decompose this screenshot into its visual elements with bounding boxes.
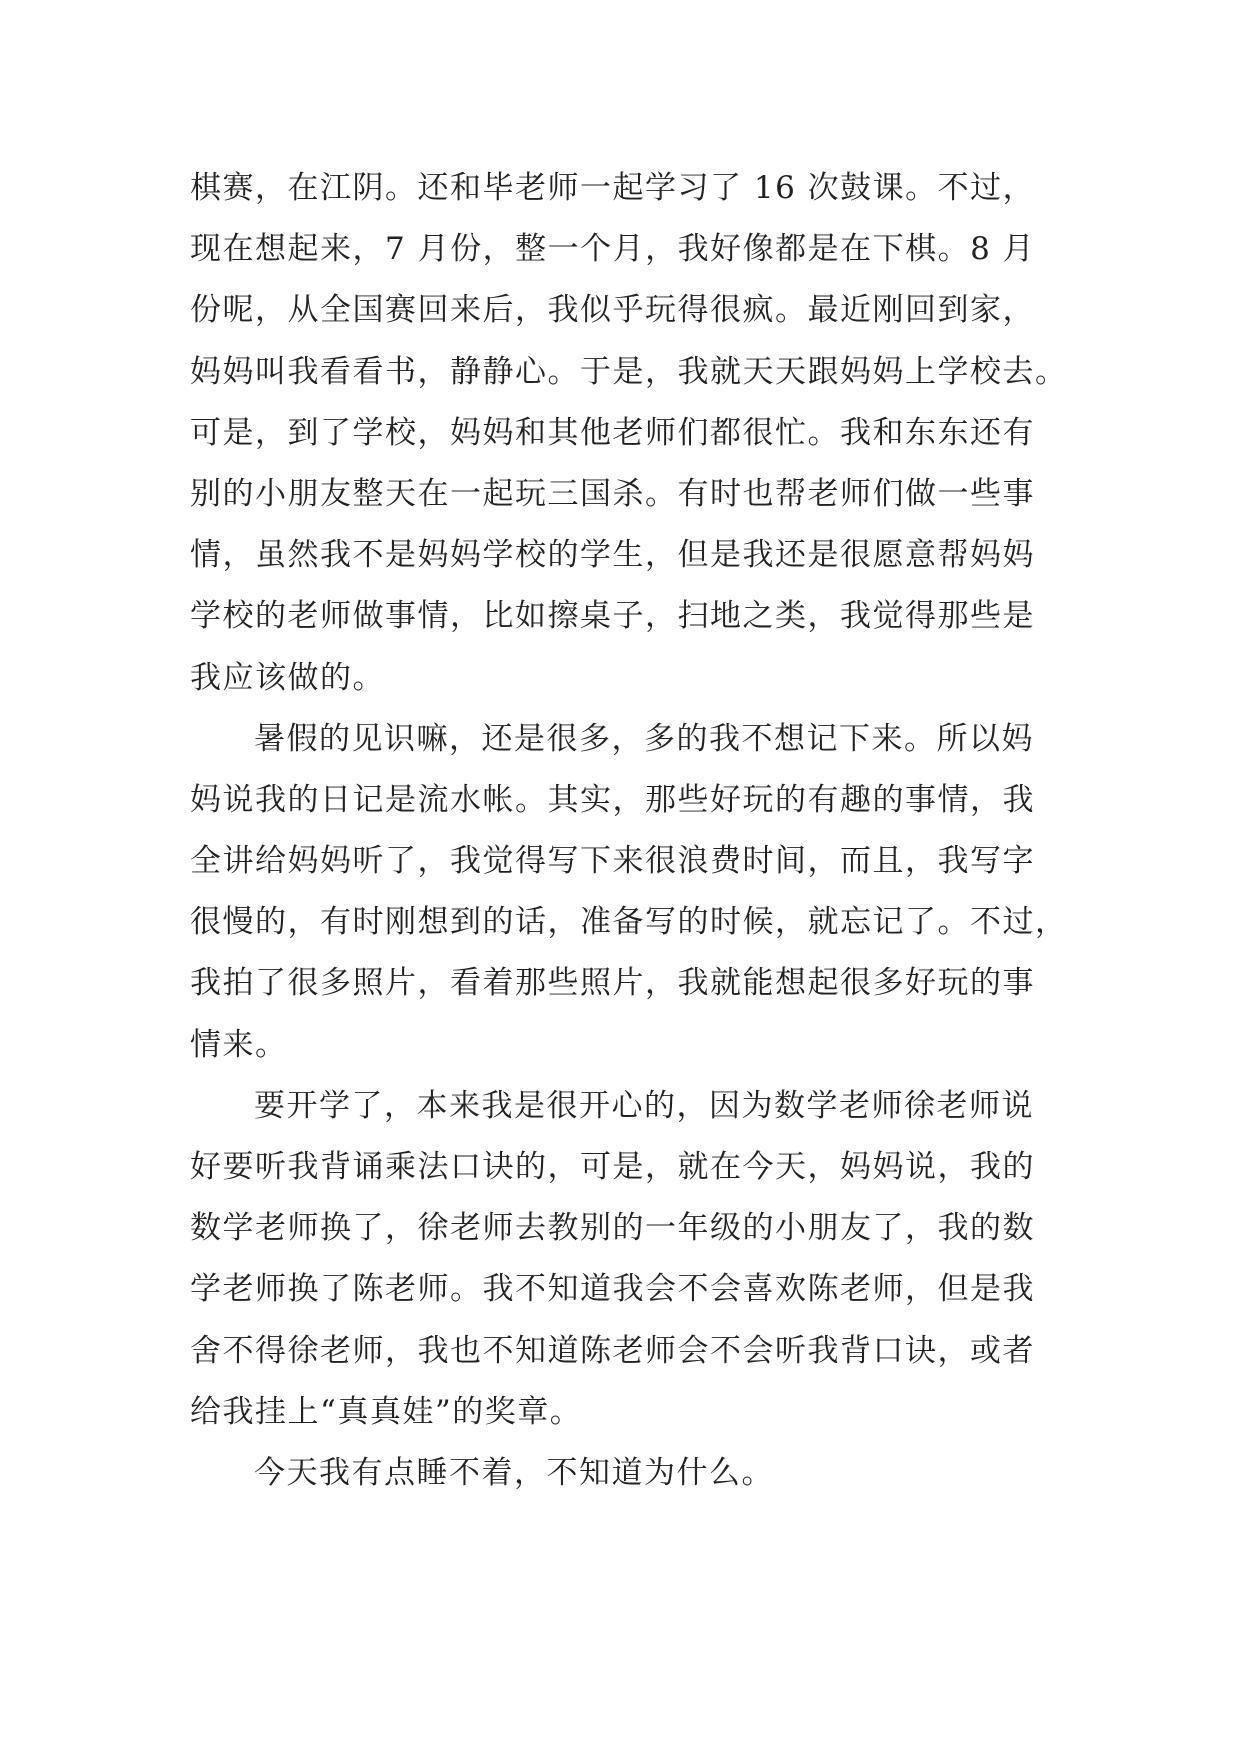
- text-line: 好要听我背诵乘法口诀的，可是，就在今天，妈妈说，我的: [190, 1149, 1035, 1185]
- paragraph-1: [190, 158, 1070, 709]
- paragraph-4: [190, 1443, 1070, 1504]
- document-body: [190, 158, 1070, 1504]
- paragraph-3: [190, 1076, 1070, 1443]
- text-line: 情来。: [190, 1026, 288, 1063]
- text-line: 棋赛，在江阴。还和毕老师一起学习了 16 次鼓课。不过，: [190, 170, 1036, 206]
- text-line-first: 今天我有点睡不着，不知道为什么。: [254, 1454, 774, 1491]
- text-line-first: 暑假的见识嘛，还是很多，多的我不想记下来。所以妈: [254, 720, 1034, 757]
- text-line: 全讲给妈妈听了，我觉得写下来很浪费时间，而且，我写字: [190, 843, 1035, 880]
- text-line: 别的小朋友整天在一起玩三国杀。有时也帮老师们做一些事: [190, 475, 1035, 512]
- text-line-first: 要开学了，本来我是很开心的，因为数学老师徐老师说: [254, 1087, 1034, 1124]
- text-line: 学校的老师做事情，比如擦桌子，扫地之类，我觉得那些是: [190, 598, 1035, 635]
- text-line: 现在想起来，7 月份，整一个月，我好像都是在下棋。8 月: [190, 231, 1036, 268]
- text-line: 情，虽然我不是妈妈学校的学生，但是我还是很愿意帮妈妈: [190, 537, 1035, 574]
- text-line: 我应该做的。: [190, 659, 385, 696]
- text-line: 给我挂上“真真娃”的奖章。: [190, 1393, 583, 1430]
- text-line: 妈说我的日记是流水帐。其实，那些好玩的有趣的事情，我: [190, 781, 1035, 818]
- paragraph-2: [190, 709, 1070, 1076]
- text-line: 我拍了很多照片，看着那些照片，我就能想起很多好玩的事: [190, 965, 1035, 1002]
- text-line: 舍不得徐老师，我也不知道陈老师会不会听我背口诀，或者: [190, 1332, 1035, 1369]
- text-line: 数学老师换了，徐老师去教别的一年级的小朋友了，我的数: [190, 1210, 1035, 1247]
- text-line: 学老师换了陈老师。我不知道我会不会喜欢陈老师，但是我: [190, 1271, 1035, 1308]
- text-line: 可是，到了学校，妈妈和其他老师们都很忙。我和东东还有: [190, 414, 1035, 451]
- text-line: 妈妈叫我看看书，静静心。于是，我就天天跟妈妈上学校去。: [190, 353, 1068, 390]
- text-line: 很慢的，有时刚想到的话，准备写的时候，就忘记了。不过，: [190, 904, 1068, 941]
- text-line: 份呢，从全国赛回来后，我似乎玩得很疯。最近刚回到家，: [190, 292, 1035, 329]
